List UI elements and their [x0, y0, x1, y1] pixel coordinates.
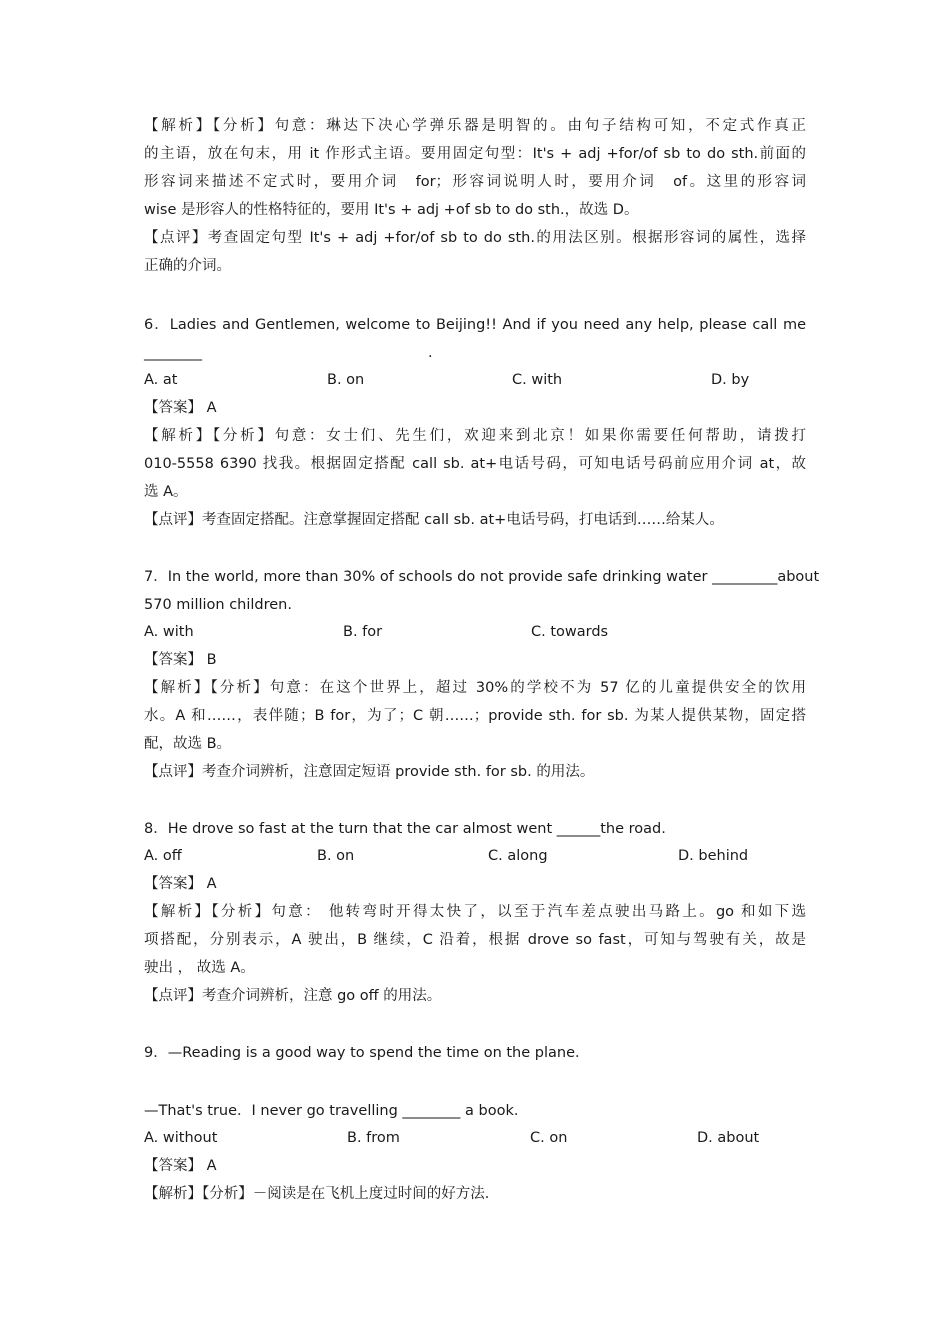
- q5-analysis-line-1: 【解析】【分析】句意：琳达下决心学弹乐器是明智的。由句子结构可知，不定式作真正: [144, 118, 806, 134]
- q9-answer: 【答案】 A: [144, 1158, 217, 1174]
- q9-option-b: B. from: [347, 1130, 400, 1146]
- q7-analysis-line-3: 配，故选 B。: [144, 736, 232, 752]
- q8-options: [144, 843, 806, 870]
- q8-option-c: C. along: [488, 848, 548, 864]
- q9-question-line-1: 9．—Reading is a good way to spend the time on the plane．: [144, 1045, 590, 1061]
- q9-options: [144, 1125, 806, 1152]
- q6-analysis-line-2: 010-5558 6390 找我。根据固定搭配 call sb. at+电话号码，可知电话号码前应用介词 at，故: [144, 456, 806, 472]
- q6-period: .: [428, 345, 433, 361]
- q6-block: [144, 311, 806, 534]
- q7-question-line-2: 570 million children.: [144, 597, 292, 613]
- q6-question-line-2: [144, 339, 806, 367]
- q5-analysis-line-4: wise 是形容人的性格特征的，要用 It's + adj +of sb to do sth.，故选 D。: [144, 202, 639, 218]
- q8-option-d: D. behind: [678, 848, 749, 864]
- q7-comment: 【点评】考查介词辨析，注意固定短语 provide sth. for sb. 的用法。: [144, 764, 595, 780]
- q8-analysis-line-2: 项搭配，分别表示，A 驶出，B 继续，C 沿着，根据 drove so fast，可知与驾驶有关，故是: [144, 932, 806, 948]
- q6-analysis-line-1: 【解析】【分析】句意：女士们、先生们，欢迎来到北京！如果你需要任何帮助，请拨打: [144, 428, 806, 444]
- q7-analysis-line-2: 水。A 和……，表伴随；B for，为了；C 朝……；provide sth. for sb. 为某人提供某物，固定搭: [144, 708, 806, 724]
- q8-comment: 【点评】考查介词辨析，注意 go off 的用法。: [144, 988, 442, 1004]
- q7-answer: 【答案】 B: [144, 652, 217, 668]
- q9-block: [144, 1039, 806, 1208]
- q6-option-a: A. at: [144, 372, 178, 388]
- q6-options: [144, 367, 806, 394]
- q9-question-line-2: —That's true．I never go travelling ________ a book．: [144, 1103, 529, 1119]
- q6-question-line-1: 6．Ladies and Gentlemen, welcome to Beijing!! And if you need any help, please call me: [144, 317, 806, 333]
- q7-option-c: C. towards: [531, 624, 609, 640]
- q6-comment: 【点评】考查固定搭配。注意掌握固定搭配 call sb. at+电话号码，打电话到……给某人。: [144, 512, 724, 528]
- q6-option-b: B. on: [327, 372, 365, 388]
- q5-comment-line-1: 【点评】考查固定句型 It's + adj +for/of sb to do sth.的用法区别。根据形容词的属性，选择: [144, 230, 806, 246]
- q5-comment-line-2: 正确的介词。: [144, 258, 231, 274]
- q6-option-d: D. by: [711, 372, 750, 388]
- q6-answer: 【答案】 A: [144, 400, 217, 416]
- q6-blank: ________: [144, 345, 202, 361]
- q7-analysis-line-1: 【解析】【分析】句意：在这个世界上，超过 30%的学校不为 57 亿的儿童提供安全的饮用: [144, 680, 806, 696]
- q8-block: [144, 815, 806, 1010]
- q5-block: [144, 112, 806, 280]
- q7-option-b: B. for: [343, 624, 383, 640]
- q8-answer: 【答案】 A: [144, 876, 217, 892]
- q5-analysis-line-3: 形容词来描述不定式时，要用介词 for；形容词说明人时，要用介词 of。这里的形容词: [144, 174, 806, 190]
- q9-option-d: D. about: [697, 1130, 760, 1146]
- q8-option-b: B. on: [317, 848, 355, 864]
- q7-options: [144, 619, 806, 646]
- q7-question-line-1: 7．In the world, more than 30% of schools do not provide safe drinking water _________about: [144, 569, 820, 585]
- q9-analysis-line-1: 【解析】【分析】－阅读是在飞机上度过时间的好方法．: [144, 1186, 500, 1202]
- q8-analysis-line-1: 【解析】【分析】句意： 他转弯时开得太快了，以至于汽车差点驶出马路上。go 和如下选: [144, 904, 806, 920]
- q8-question: 8．He drove so fast at the turn that the car almost went ______the road.: [144, 821, 666, 837]
- q9-option-a: A. without: [144, 1130, 218, 1146]
- q9-option-c: C. on: [530, 1130, 568, 1146]
- q6-analysis-line-3: 选 A。: [144, 484, 188, 500]
- q7-block: [144, 563, 820, 786]
- document-page: [144, 112, 820, 1208]
- q8-option-a: A. off: [144, 848, 182, 864]
- q5-analysis-line-2: 的主语，放在句末，用 it 作形式主语。要用固定句型：It's + adj +for/of sb to do sth.前面的: [144, 146, 806, 162]
- q8-analysis-line-3: 驶出 ， 故选 A。: [144, 960, 255, 976]
- q7-option-a: A. with: [144, 624, 194, 640]
- q6-option-c: C. with: [512, 372, 563, 388]
